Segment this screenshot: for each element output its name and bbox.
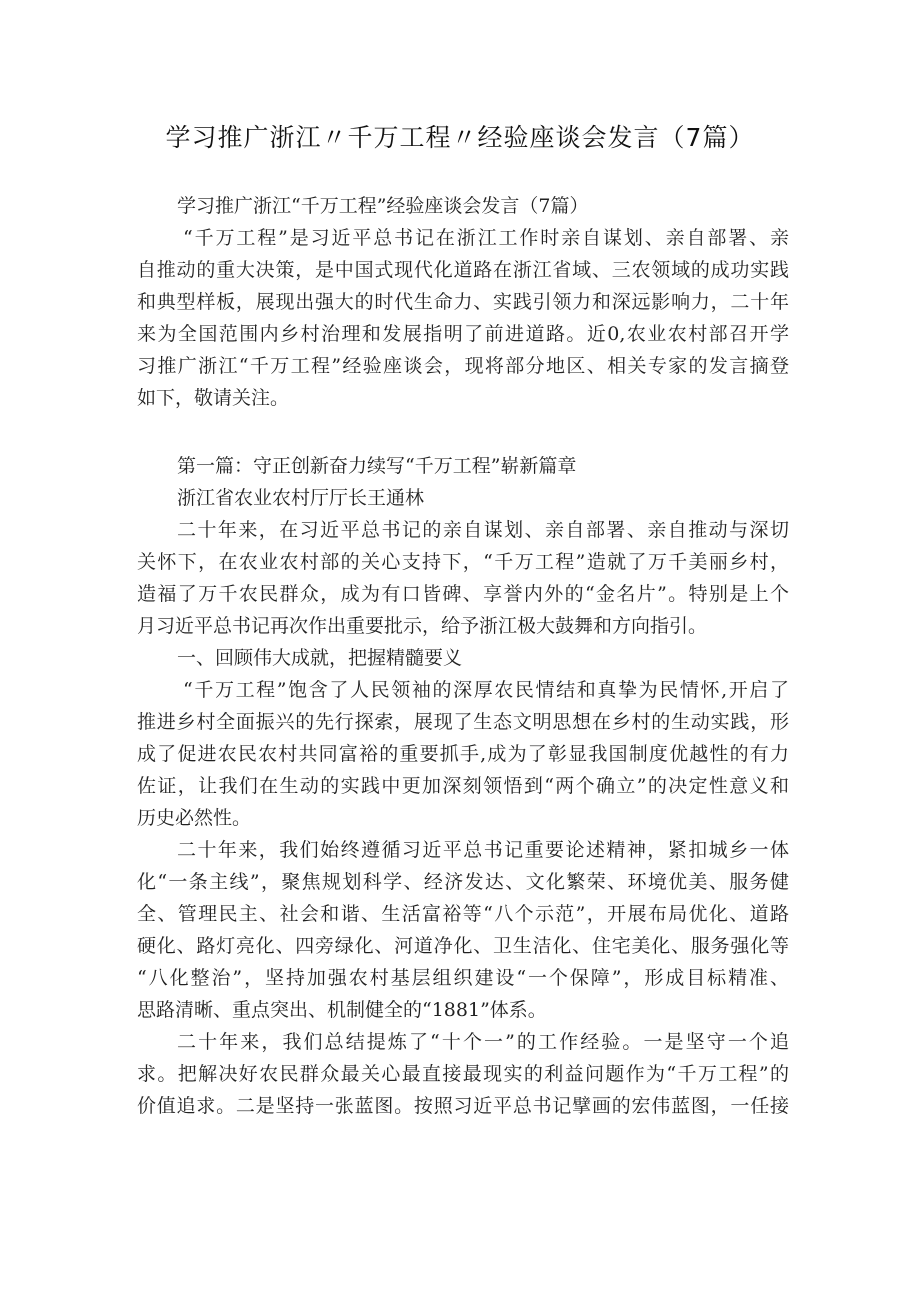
paragraph-line: 造福了万千农民群众，成为有口皆碑、享誉内外的“金名片”。特别是上个 [137, 583, 789, 605]
paragraph-gap [137, 414, 789, 450]
paragraph-line: 化“一条主线”，聚焦规划科学、经济发达、文化繁荣、环境优美、服务健 [137, 871, 789, 893]
paragraph-line: 关怀下，在农业农村部的关心支持下，“千万工程”造就了万千美丽乡村， [137, 551, 789, 573]
paragraph-line: 二十年来，我们总结提炼了“十个一”的工作经验。一是坚守一个追 [177, 1031, 789, 1053]
intro-line: 来为全国范围内乡村治理和发展指明了前进道路。近0,农业农村部召开学 [137, 323, 789, 345]
paragraph-line: 二十年来，我们始终遵循习近平总书记重要论述精神，紧扣城乡一体 [177, 839, 789, 861]
paragraph-line: 佐证，让我们在生动的实践中更加深刻领悟到“两个确立”的决定性意义和 [137, 775, 789, 797]
paragraph-line: 月习近平总书记再次作出重要批示，给予浙江极大鼓舞和方向指引。 [137, 615, 708, 637]
paragraph-line: 思路清晰、重点突出、机制健全的“1881”体系。 [137, 999, 547, 1021]
point-heading: 一、回顾伟大成就，把握精髓要义 [177, 647, 463, 669]
paragraph-line: 价值追求。二是坚持一张蓝图。按照习近平总书记擘画的宏伟蓝图，一任接 [137, 1095, 789, 1117]
paragraph-line: 历史必然性。 [137, 807, 252, 829]
document-body [137, 190, 789, 1122]
paragraph-line: 推进乡村全面振兴的先行探索，展现了生态文明思想在乡村的生动实践，形 [137, 711, 789, 733]
section-heading: 第一篇：守正创新奋力续写“千万工程”崭新篇章 [177, 455, 577, 477]
intro-line: 习推广浙江“千万工程”经验座谈会，现将部分地区、相关专家的发言摘登 [137, 355, 789, 377]
paragraph-line: 成了促进农民农村共同富裕的重要抓手,成为了彰显我国制度优越性的有力 [137, 743, 789, 765]
paragraph-line: 全、管理民主、社会和谐、生活富裕等“八个示范”，开展布局优化、道路 [137, 903, 789, 925]
paragraph-line: 硬化、路灯亮化、四旁绿化、河道净化、卫生洁化、住宅美化、服务强化等 [137, 935, 789, 957]
author-line: 浙江省农业农村厅厅长王通林 [177, 487, 425, 509]
intro-line: “千万工程”是习近平总书记在浙江工作时亲自谋划、亲自部署、亲 [183, 227, 789, 249]
intro-line: 如下，敬请关注。 [137, 387, 290, 409]
document-title: 学习推广浙江〃千万工程〃经验座谈会发言（7篇） [165, 123, 755, 152]
intro-line: 和典型样板，展现出强大的时代生命力、实践引领力和深远影响力，二十年 [137, 291, 789, 313]
paragraph-line: 二十年来，在习近平总书记的亲自谋划、亲自部署、亲自推动与深切 [177, 519, 789, 541]
paragraph-line: “千万工程”饱含了人民领袖的深厚农民情结和真挚为民情怀,开启了 [183, 679, 789, 701]
paragraph-line: “八化整治”，坚持加强农村基层组织建设“一个保障”，形成目标精准、 [137, 967, 789, 989]
paragraph-line: 求。把解决好农民群众最关心最直接最现实的利益问题作为“千万工程”的 [137, 1063, 789, 1085]
subtitle: 学习推广浙江“千万工程”经验座谈会发言（7篇） [177, 195, 589, 217]
intro-line: 自推动的重大决策，是中国式现代化道路在浙江省域、三农领域的成功实践 [137, 259, 789, 281]
